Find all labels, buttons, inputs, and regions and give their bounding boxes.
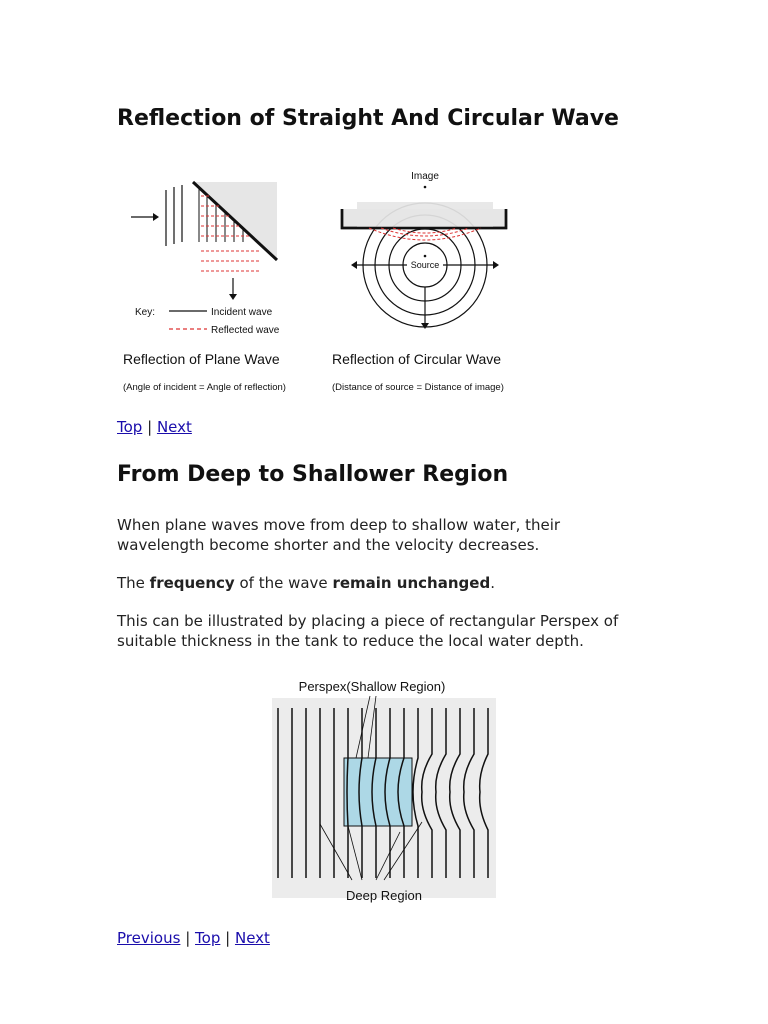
circular-wave-diagram xyxy=(332,171,506,393)
incident-wave-label: Incident wave xyxy=(211,307,273,318)
section-title-reflection: Reflection of Straight And Circular Wave xyxy=(117,106,619,131)
perspex-refraction-figure xyxy=(272,674,512,906)
perspex-label: Perspex(Shallow Region) xyxy=(298,679,446,694)
circular-wave-subcaption: (Distance of source = Distance of image) xyxy=(332,382,504,393)
top-link[interactable]: Top xyxy=(117,418,143,436)
section1-nav xyxy=(117,418,192,436)
nav-separator: | xyxy=(185,929,191,947)
frequency-bold: frequency xyxy=(149,574,235,592)
frequency-text-mid: of the wave xyxy=(234,574,333,592)
paragraph-frequency xyxy=(117,573,647,593)
plane-wave-caption: Reflection of Plane Wave xyxy=(123,351,280,367)
remain-unchanged-bold: remain unchanged xyxy=(332,574,491,592)
nav-separator: | xyxy=(225,929,231,947)
image-label: Image xyxy=(411,171,439,182)
section2-nav xyxy=(117,929,270,947)
deep-region-label: Deep Region xyxy=(346,888,422,903)
source-label: Source xyxy=(410,260,440,270)
top-link[interactable]: Top xyxy=(195,929,221,947)
circular-wave-caption: Reflection of Circular Wave xyxy=(332,351,502,367)
paragraph-wavelength: When plane waves move from deep to shallow water, their wavelength become shorter and the velocity decreases. xyxy=(117,516,561,554)
paragraph-perspex: This can be illustrated by placing a piece of rectangular Perspex of suitable thickness in the tank to reduce the local water depth. xyxy=(117,612,619,650)
nav-separator: | xyxy=(147,418,153,436)
section-title-deep-to-shallow: From Deep to Shallower Region xyxy=(117,462,509,487)
reflection-figure xyxy=(117,160,537,400)
reflected-wave-label: Reflected wave xyxy=(211,325,280,336)
next-link[interactable]: Next xyxy=(234,929,270,947)
frequency-text-post: . xyxy=(490,574,495,592)
previous-link[interactable]: Previous xyxy=(117,929,181,947)
next-link[interactable]: Next xyxy=(156,418,192,436)
key-label: Key: xyxy=(135,307,156,318)
plane-wave-subcaption: (Angle of incident = Angle of reflection) xyxy=(123,382,286,393)
frequency-text-pre: The xyxy=(117,574,150,592)
plane-wave-diagram xyxy=(123,182,286,393)
